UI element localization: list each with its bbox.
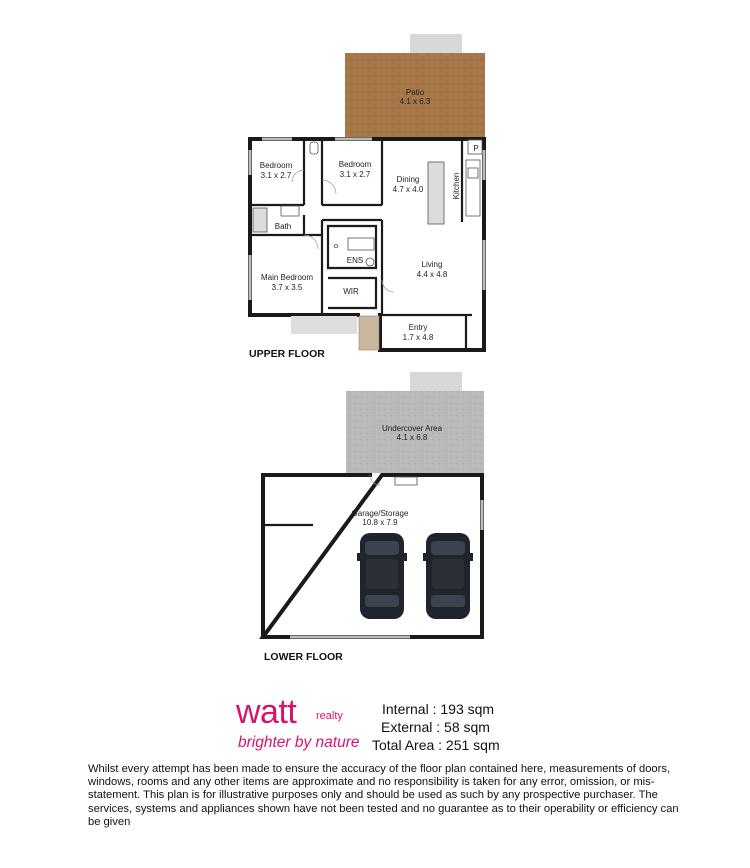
brand-logo [236, 694, 366, 754]
undercover-label: Undercover Area [381, 424, 443, 433]
garage-label: Garage/Storage [351, 509, 409, 518]
garage-dims: 10.8 x 7.9 [362, 518, 398, 527]
lower-floor [263, 372, 484, 663]
upper-floor [249, 34, 485, 360]
entry-label: Entry [408, 323, 428, 332]
upper-floor-title: UPPER FLOOR [249, 348, 325, 360]
external-area: External : 58 sqm [381, 719, 490, 735]
patio-label: Patio [405, 88, 425, 97]
entry-stairs [359, 316, 379, 350]
entry-dims: 1.7 x 4.8 [402, 333, 434, 342]
disclaimer: Whilst every attempt has been made to ensure the accuracy of the floor plan contained here, measurements of doors, windows, rooms and any other items are approximate and no responsibility is taken for any error, omission, or mis-statement. This plan is for illustrative purposes only and should be used as such by any prospective purchaser. The services, systems and appliances shown have not been tested and no guarantee as to their operability or efficiency can be given [88, 763, 679, 828]
lower-floor-title: LOWER FLOOR [264, 651, 343, 663]
bath-label: Bath [274, 222, 292, 231]
car-icon [357, 533, 407, 619]
upper-step [291, 316, 357, 334]
area-summary [372, 700, 512, 754]
living-dims: 4.4 x 4.8 [416, 270, 448, 279]
kitchen-label: Kitchen [452, 172, 461, 200]
garage-fixture [395, 477, 417, 485]
undercover-steps [410, 372, 462, 391]
stove [468, 168, 478, 178]
kitchen-island [428, 162, 444, 224]
bathtub [253, 208, 267, 232]
dining-dims: 4.7 x 4.0 [392, 185, 424, 194]
main-bedroom-label: Main Bedroom [260, 273, 314, 282]
bedroom2-dims: 3.1 x 2.7 [339, 170, 371, 179]
car-icon [423, 533, 473, 619]
patio-steps [410, 34, 462, 53]
ens-label: ENS [346, 256, 364, 265]
ens-drain [335, 245, 338, 248]
dining-label: Dining [396, 175, 420, 184]
bedroom1-dims: 3.1 x 2.7 [260, 171, 292, 180]
bedroom1-label: Bedroom [259, 161, 293, 170]
brand-name: watt [236, 693, 297, 731]
wir-label: WIR [343, 287, 359, 296]
ens-toilet [366, 258, 374, 266]
main-bedroom-dims: 3.7 x 3.5 [271, 283, 303, 292]
brand-suffix: realty [316, 710, 343, 722]
internal-area: Internal : 193 sqm [382, 701, 495, 717]
total-area: Total Area : 251 sqm [372, 737, 500, 753]
pantry-label: P [473, 144, 479, 153]
patio-dims: 4.1 x 6.3 [399, 97, 431, 106]
ens-shower [348, 238, 374, 250]
vanity [281, 206, 299, 216]
undercover-dims: 4.1 x 6.8 [396, 433, 428, 442]
bedroom2-label: Bedroom [338, 160, 372, 169]
living-label: Living [421, 260, 443, 269]
brand-tagline: brighter by nature [238, 734, 360, 751]
toilet [310, 142, 318, 154]
